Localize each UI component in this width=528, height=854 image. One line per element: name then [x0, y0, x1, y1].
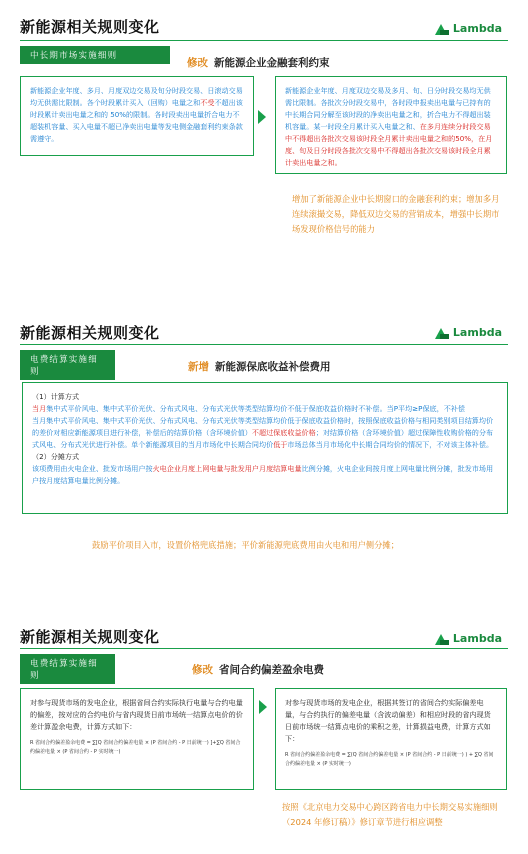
slide-subtitle — [187, 55, 330, 70]
slide-2 — [0, 306, 528, 596]
calc-rule-2-text-b: ；对结算价格（含环境价值）超过保障性收购价格的分布式风电、分布式光伏进行补偿。单个新能源项目的当月市场化中长期合同均价 — [32, 428, 494, 449]
section-tag: 中长期市场实施细则 — [20, 46, 170, 64]
new-rule-text: 对参与现货市场的发电企业，根据其签订的省间合约实际偏差电量，与合约执行的偏差电量（含波动偏差）和相应时段的省内现货日前市场统一结算点电价的乘积之差，计算损益电费，计算方式如下： — [285, 698, 491, 743]
subtitle-text: 省间合约偏差盈余电费 — [219, 664, 324, 676]
change-note: 按照《北京电力交易中心跨区跨省电力中长期交易实施细则（2024 年修订稿）》修订章节进行相应调整 — [282, 802, 498, 827]
lambda-logo-icon — [435, 633, 449, 645]
change-note: 鼓励平价项目入市，设置价格兜底措施；平价新能源兜底费用由火电和用户侧分摊； — [92, 540, 399, 550]
calc-rule-2-emphasis-b: 低于 — [273, 440, 288, 449]
new-formula: R 省间合约偏差盈余电费 = ∑(Q 省间合约偏差电量 × (P 省间合约 - P 日前统一) ) + ∑Q 省间合约偏差电量 × (P 实时统一) — [285, 752, 494, 767]
logo-text: Lambda — [452, 326, 502, 339]
calc-rule-2-text-c: 市场总体当月市场化中长期合同均价的情况下，不对该主体补偿。 — [287, 440, 494, 449]
calc-rule-2-text: 当月集中式平价风电、集中式平价光伏、分布式风电、分布式光伏等类型结算均价低于保底收益价格时，按照保底收益价格与相同类别项目结算均价的差价对相应新能源项目进行补偿，补偿后的结算价格（含环境价值） — [32, 416, 494, 437]
change-note: 增加了新能源企业中长期窗口的金融套利约束；增加多月连续滚撮交易，降低双边交易的营销成本，增强中长期市场发现价格信号的能力 — [292, 194, 500, 234]
calc-rule-2-emphasis: 不超过保底收益价格 — [251, 428, 316, 437]
lambda-logo-icon — [435, 23, 449, 35]
change-keyword: 新增 — [188, 361, 209, 373]
arrow-right-icon — [258, 110, 266, 124]
old-rule-text: 对参与现货市场的发电企业，根据省间合约实际执行电量与合约电量的偏差，按对应的合约电价与省内现货日前市场统一结算点电价的价差计算盈余电费，计算方式如下： — [30, 698, 243, 731]
calc-rule-1 — [32, 403, 498, 415]
slide-title: 新能源相关规则变化 — [20, 18, 160, 36]
new-rule-box — [275, 76, 507, 174]
slide-3 — [0, 612, 528, 854]
slide-title: 新能源相关规则变化 — [20, 324, 160, 342]
calc-method-heading: （1）计算方式 — [32, 392, 80, 401]
new-rule-box — [275, 688, 507, 790]
arrow-right-icon — [259, 700, 267, 714]
old-formula: R 省间合约偏差盈余电费 = ∑[Q 省间合约偏差电量 × (P 省间合约 - P 日前统一) ]+∑Q 省间合约偏差电量 × (P 省间合约 - P 实时统一) — [30, 740, 241, 755]
lambda-logo — [435, 22, 502, 35]
title-divider — [20, 648, 508, 649]
old-rule-box — [20, 688, 254, 790]
logo-text: Lambda — [452, 22, 502, 35]
old-rule-text: 新能源企业年度、多月、月度双边交易及旬分时段交易、日滚动交易均无供需比限制。各个时段累计买入（回购）电量之和 — [30, 86, 243, 107]
calc-rule-1-text: 集中式平价风电、集中式平价光伏、分布式风电、分布式光伏等类型结算均价不低于保底收益价格时不补偿。当P平均≥P保底，不补偿 — [46, 404, 466, 413]
allocation-rule-text: 该项费用由火电企业、批发市场用户按 — [32, 464, 153, 473]
slide-subtitle — [188, 359, 331, 374]
compensation-rule-box — [22, 382, 508, 514]
change-keyword: 修改 — [187, 57, 208, 69]
allocation-rule-emphasis: 火电企业月度上网电量与批发用户月度结算电量 — [152, 464, 302, 473]
slide-subtitle — [192, 662, 324, 677]
section-tag: 电费结算实施细则 — [20, 654, 115, 684]
title-divider — [20, 344, 508, 345]
old-rule-box — [20, 76, 254, 156]
subtitle-text: 新能源企业金融套利约束 — [214, 57, 330, 69]
calc-rule-2 — [32, 415, 498, 451]
lambda-logo — [435, 326, 502, 339]
new-rule-emphasis: 在多月连续分时段交易中不得超出各批次交易该时段全月累计卖出电量之和的50%，在月度、旬及日分时段各批次交易中不得超出各批次交易该时段全月累计卖出电量之和。 — [285, 122, 493, 167]
slide-1 — [0, 0, 528, 280]
slide-title: 新能源相关规则变化 — [20, 628, 160, 646]
old-rule-emphasis: 不受 — [200, 98, 215, 107]
old-rule-text-2: 不超出该时段累计卖出电量之和的 50%的限制。各时段卖出电量折合电力不超装机容量、买入电量不超已净卖出电量等发电侧金融套利约束条款需遵守。 — [30, 98, 243, 143]
allocation-rule — [32, 463, 498, 487]
allocation-heading: （2）分摊方式 — [32, 452, 80, 461]
allocation-rule-text-b: 比例分摊，火电企业间按月度上网电量比例分摊，批发市场用户按月度结算电量比例分摊。 — [32, 464, 494, 485]
section-tag: 电费结算实施细则 — [20, 350, 115, 380]
new-rule-text: 新能源企业年度、月度双边交易及多月、旬、日分时段交易均无供需比限制。各批次分时段交易中，各时段申报卖出电量与已持有的中长期合同分解至该时段的净卖出电量之和，折合电力不得超出装机容量。某一时段全月累计买入电量之和、 — [285, 86, 491, 131]
lambda-logo-icon — [435, 327, 449, 339]
lambda-logo — [435, 632, 502, 645]
title-divider — [20, 40, 508, 41]
subtitle-text: 新能源保底收益补偿费用 — [215, 361, 331, 373]
change-keyword: 修改 — [192, 664, 213, 676]
logo-text: Lambda — [452, 632, 502, 645]
calc-rule-1-emphasis: 当月 — [32, 404, 47, 413]
